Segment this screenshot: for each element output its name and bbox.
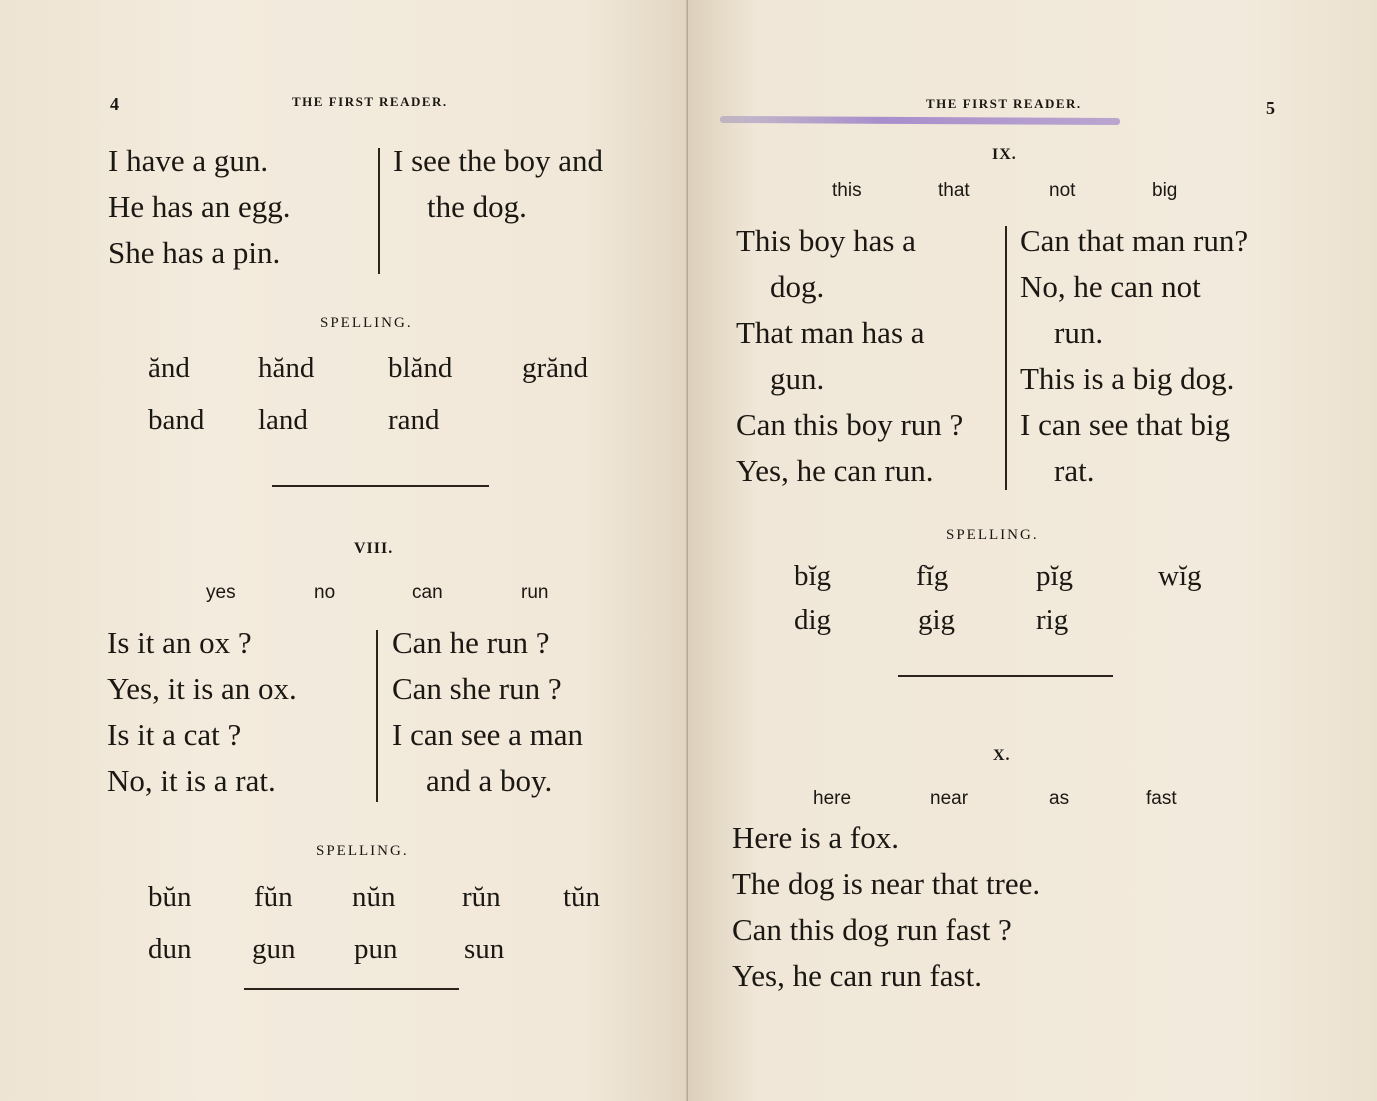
- spelling-word: fĭg: [916, 560, 949, 592]
- spelling-heading: SPELLING.: [946, 527, 1039, 543]
- text-line: No, he can not: [1020, 269, 1201, 304]
- running-head: THE FIRST READER.: [926, 96, 1082, 111]
- lesson-numeral: VIII.: [354, 540, 394, 557]
- lesson-x-body: [732, 815, 1040, 999]
- vocab-word: that: [938, 180, 970, 201]
- text-line: Can she run ?: [392, 671, 562, 706]
- text-line: rat.: [1054, 453, 1095, 488]
- text-line: run.: [1054, 315, 1104, 350]
- spelling-word: hănd: [258, 352, 315, 384]
- text-line: Yes, he can run.: [736, 453, 934, 488]
- top-column-right: [393, 138, 603, 230]
- column-divider: [1005, 226, 1007, 490]
- spelling-word: sun: [464, 933, 505, 965]
- spelling-word: land: [258, 404, 308, 436]
- section-rule: [244, 988, 459, 990]
- top-column-left: [108, 138, 291, 276]
- text-line: I have a gun.: [108, 143, 269, 178]
- spelling-heading: SPELLING.: [320, 315, 413, 331]
- text-line: Here is a fox.: [732, 820, 899, 855]
- spelling-word: pun: [354, 933, 398, 965]
- lesson-numeral: X.: [993, 747, 1011, 764]
- running-head: THE FIRST READER.: [292, 94, 448, 109]
- text-line: That man has a: [736, 315, 925, 350]
- spelling-heading: SPELLING.: [316, 843, 409, 859]
- page-number: 5: [1266, 98, 1275, 118]
- lesson-column-left: [107, 620, 297, 804]
- spelling-word: ănd: [148, 352, 190, 384]
- text-line: Is it an ox ?: [107, 625, 252, 660]
- spelling-word: tŭn: [563, 881, 601, 913]
- vocab-word: near: [930, 788, 969, 809]
- text-line: I can see that big: [1020, 407, 1231, 442]
- spelling-word: dig: [794, 604, 832, 636]
- spelling-word: gun: [252, 933, 296, 965]
- spelling-word: blănd: [388, 352, 453, 384]
- text-line: The dog is near that tree.: [732, 866, 1041, 901]
- section-rule: [898, 675, 1113, 677]
- spelling-word: pĭg: [1036, 560, 1074, 592]
- spelling-word: rig: [1036, 604, 1069, 636]
- text-line: I can see a man: [392, 717, 584, 752]
- lesson-numeral: IX.: [992, 146, 1017, 163]
- vocab-word: yes: [206, 582, 236, 603]
- text-line: Yes, he can run fast.: [732, 958, 982, 993]
- spelling-word: rŭn: [462, 881, 501, 913]
- spelling-word: wĭg: [1158, 560, 1202, 592]
- spelling-word: bŭn: [148, 881, 192, 913]
- lesson-column-right: [392, 620, 583, 804]
- spelling-word: fŭn: [254, 881, 293, 913]
- vocab-word: here: [813, 788, 852, 809]
- vocab-word: no: [314, 582, 336, 603]
- section-rule: [272, 485, 489, 487]
- text-line: dog.: [770, 269, 825, 304]
- lesson-column-left: [736, 218, 963, 494]
- text-line: This is a big dog.: [1020, 361, 1235, 396]
- spelling-word: band: [148, 404, 205, 436]
- vocab-word: fast: [1146, 788, 1177, 809]
- text-line: He has an egg.: [108, 189, 291, 224]
- text-line: She has a pin.: [108, 235, 281, 270]
- text-line: Can this boy run ?: [736, 407, 964, 442]
- spelling-word: grănd: [522, 352, 589, 384]
- text-line: Can he run ?: [392, 625, 550, 660]
- text-line: the dog.: [427, 189, 527, 224]
- text-line: gun.: [770, 361, 825, 396]
- text-line: Can this dog run fast ?: [732, 912, 1012, 947]
- page-number: 4: [110, 94, 119, 114]
- lesson-column-right: [1020, 218, 1248, 494]
- text-line: No, it is a rat.: [107, 763, 276, 798]
- column-divider: [376, 630, 378, 802]
- text-line: Yes, it is an ox.: [107, 671, 297, 706]
- left-page: [0, 0, 688, 1101]
- spelling-word: rand: [388, 404, 440, 436]
- text-line: This boy has a: [736, 223, 916, 258]
- vocab-word: as: [1049, 788, 1070, 809]
- text-line: and a boy.: [426, 763, 553, 798]
- text-line: I see the boy and: [393, 143, 604, 178]
- vocab-word: this: [832, 180, 862, 201]
- vocab-word: run: [521, 582, 549, 603]
- spelling-word: dun: [148, 933, 192, 965]
- vocab-word: can: [412, 582, 443, 603]
- spelling-word: bĭg: [794, 560, 832, 592]
- column-divider: [378, 148, 380, 274]
- text-line: Can that man run?: [1020, 223, 1249, 258]
- vocab-word: big: [1152, 180, 1178, 201]
- spelling-word: nŭn: [352, 881, 396, 913]
- vocab-word: not: [1049, 180, 1076, 201]
- spelling-word: gig: [918, 604, 956, 636]
- text-line: Is it a cat ?: [107, 717, 242, 752]
